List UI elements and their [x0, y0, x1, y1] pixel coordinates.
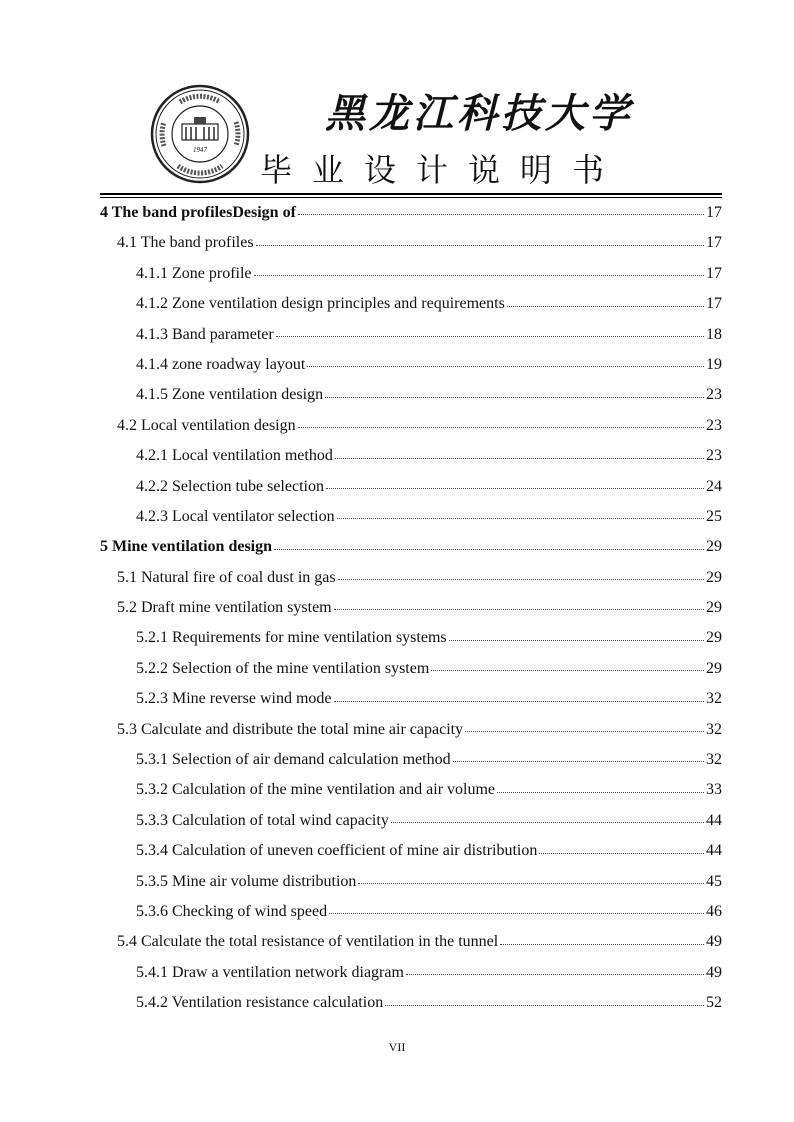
toc-entry-page: 17	[706, 295, 722, 313]
toc-dot-leader	[307, 365, 704, 367]
toc-entry-title: 4.2.3 Local ventilator selection	[136, 507, 335, 525]
toc-subsection-entry[interactable]	[100, 836, 722, 866]
toc-dot-leader	[335, 457, 704, 459]
toc-entry-page: 23	[706, 447, 722, 465]
toc-dot-leader	[276, 335, 704, 337]
toc-subsection-entry[interactable]	[100, 745, 722, 775]
toc-entry-page: 23	[706, 416, 722, 434]
toc-dot-leader	[298, 213, 704, 215]
toc-dot-leader	[385, 1004, 704, 1006]
toc-chapter-entry[interactable]	[100, 198, 722, 228]
toc-section-entry[interactable]	[100, 715, 722, 745]
toc-entry-title: 4.1.3 Band parameter	[136, 325, 274, 343]
toc-entry-title: 5.3.3 Calculation of total wind capacity	[136, 811, 389, 829]
toc-entry-page: 32	[706, 720, 722, 738]
toc-dot-leader	[254, 274, 704, 276]
toc-dot-leader	[338, 578, 704, 580]
toc-dot-leader	[449, 639, 704, 641]
toc-dot-leader	[431, 669, 704, 671]
toc-dot-leader	[500, 943, 704, 945]
toc-entry-page: 17	[706, 204, 722, 221]
toc-entry-title: 5.2.3 Mine reverse wind mode	[136, 690, 332, 708]
seal-year: 1947	[193, 146, 207, 154]
toc-entry-title: 5.2 Draft mine ventilation system	[117, 599, 332, 617]
toc-entry-title: 4.1.1 Zone profile	[136, 264, 252, 282]
toc-entry-page: 29	[706, 629, 722, 647]
toc-chapter-entry[interactable]	[100, 532, 722, 562]
toc-section-entry[interactable]	[100, 228, 722, 258]
toc-subsection-entry[interactable]	[100, 867, 722, 897]
toc-subsection-entry[interactable]	[100, 441, 722, 471]
toc-dot-leader	[329, 912, 704, 914]
toc-entry-title: 5.3.4 Calculation of uneven coefficient of mine air distribution	[136, 842, 538, 860]
toc-entry-title: 5.3 Calculate and distribute the total mine air capacity	[117, 720, 464, 738]
toc-dot-leader	[337, 517, 704, 519]
toc-subsection-entry[interactable]	[100, 988, 722, 1018]
toc-dot-leader	[507, 305, 704, 307]
toc-entry-page: 23	[706, 386, 722, 404]
toc-dot-leader	[406, 973, 704, 975]
toc-dot-leader	[274, 548, 704, 550]
toc-subsection-entry[interactable]	[100, 654, 722, 684]
toc-dot-leader	[391, 821, 704, 823]
toc-dot-leader	[453, 760, 704, 762]
toc-entry-page: 44	[706, 811, 722, 829]
toc-subsection-entry[interactable]	[100, 259, 722, 289]
toc-entry-page: 45	[706, 872, 722, 890]
toc-subsection-entry[interactable]	[100, 958, 722, 988]
toc-dot-leader	[358, 882, 704, 884]
toc-entry-title: 5.3.5 Mine air volume distribution	[136, 872, 357, 890]
toc-section-entry[interactable]	[100, 563, 722, 593]
toc-entry-title: 5.3.2 Calculation of the mine ventilation and air volume	[136, 781, 496, 799]
document-header	[100, 78, 722, 196]
toc-subsection-entry[interactable]	[100, 502, 722, 532]
toc-entry-page: 17	[706, 234, 722, 252]
toc-entry-title: 5.3.6 Checking of wind speed	[136, 902, 328, 920]
university-seal-icon	[150, 84, 250, 184]
toc-subsection-entry[interactable]	[100, 775, 722, 805]
toc-subsection-entry[interactable]	[100, 289, 722, 319]
toc-entry-title: 5.4 Calculate the total resistance of ventilation in the tunnel	[117, 933, 499, 951]
toc-dot-leader	[334, 700, 704, 702]
university-name: 黑龙江科技大学	[325, 90, 633, 137]
toc-entry-page: 19	[706, 355, 722, 373]
toc-entry-page: 49	[706, 963, 722, 981]
toc-subsection-entry[interactable]	[100, 623, 722, 653]
toc-entry-page: 25	[706, 507, 722, 525]
toc-entry-page: 18	[706, 325, 722, 343]
toc-subsection-entry[interactable]	[100, 897, 722, 927]
toc-subsection-entry[interactable]	[100, 380, 722, 410]
toc-entry-page: 33	[706, 781, 722, 799]
toc-entry-title: 5.2.1 Requirements for mine ventilation systems	[136, 629, 447, 647]
toc-entry-title: 4.1 The band profiles	[117, 234, 254, 252]
toc-entry-page: 44	[706, 842, 722, 860]
toc-entry-page: 32	[706, 751, 722, 769]
toc-entry-page: 29	[706, 659, 722, 677]
toc-subsection-entry[interactable]	[100, 320, 722, 350]
toc-entry-title: 4.2.2 Selection tube selection	[136, 477, 324, 495]
toc-entry-page: 29	[706, 599, 722, 617]
toc-section-entry[interactable]	[100, 927, 722, 957]
toc-entry-page: 17	[706, 264, 722, 282]
page-number: VII	[388, 1040, 406, 1054]
toc-entry-title: 4 The band profilesDesign of	[100, 204, 296, 221]
toc-entry-title: 4.1.4 zone roadway layout	[136, 355, 306, 373]
document-title: 毕业设计说明书	[260, 151, 625, 189]
toc-entry-title: 5.2.2 Selection of the mine ventilation system	[136, 659, 430, 677]
toc-dot-leader	[298, 426, 704, 428]
toc-entry-title: 5.4.1 Draw a ventilation network diagram	[136, 963, 404, 981]
toc-subsection-entry[interactable]	[100, 472, 722, 502]
toc-entry-page: 32	[706, 690, 722, 708]
toc-dot-leader	[256, 244, 704, 246]
toc-entry-title: 4.1.2 Zone ventilation design principles and requirements	[136, 295, 505, 313]
table-of-contents	[100, 198, 722, 1019]
toc-entry-page: 29	[706, 538, 722, 556]
toc-dot-leader	[326, 487, 704, 489]
toc-dot-leader	[334, 608, 704, 610]
toc-entry-title: 5.4.2 Ventilation resistance calculation	[136, 994, 384, 1012]
header-rule-thick	[100, 193, 722, 195]
toc-dot-leader	[539, 852, 704, 854]
toc-subsection-entry[interactable]	[100, 806, 722, 836]
toc-entry-title: 4.1.5 Zone ventilation design	[136, 386, 324, 404]
toc-dot-leader	[465, 730, 704, 732]
toc-dot-leader	[497, 791, 704, 793]
toc-entry-page: 46	[706, 902, 722, 920]
toc-entry-title: 4.2 Local ventilation design	[117, 416, 296, 434]
toc-entry-title: 5.1 Natural fire of coal dust in gas	[117, 568, 336, 586]
toc-entry-title: 5.3.1 Selection of air demand calculation method	[136, 751, 451, 769]
toc-dot-leader	[325, 396, 704, 398]
toc-entry-title: 4.2.1 Local ventilation method	[136, 447, 333, 465]
toc-subsection-entry[interactable]	[100, 350, 722, 380]
toc-entry-page: 52	[706, 994, 722, 1012]
toc-entry-page: 49	[706, 933, 722, 951]
toc-entry-page: 29	[706, 568, 722, 586]
toc-section-entry[interactable]	[100, 411, 722, 441]
toc-section-entry[interactable]	[100, 593, 722, 623]
toc-entry-title: 5 Mine ventilation design	[100, 538, 273, 556]
toc-subsection-entry[interactable]	[100, 684, 722, 714]
toc-entry-page: 24	[706, 477, 722, 495]
